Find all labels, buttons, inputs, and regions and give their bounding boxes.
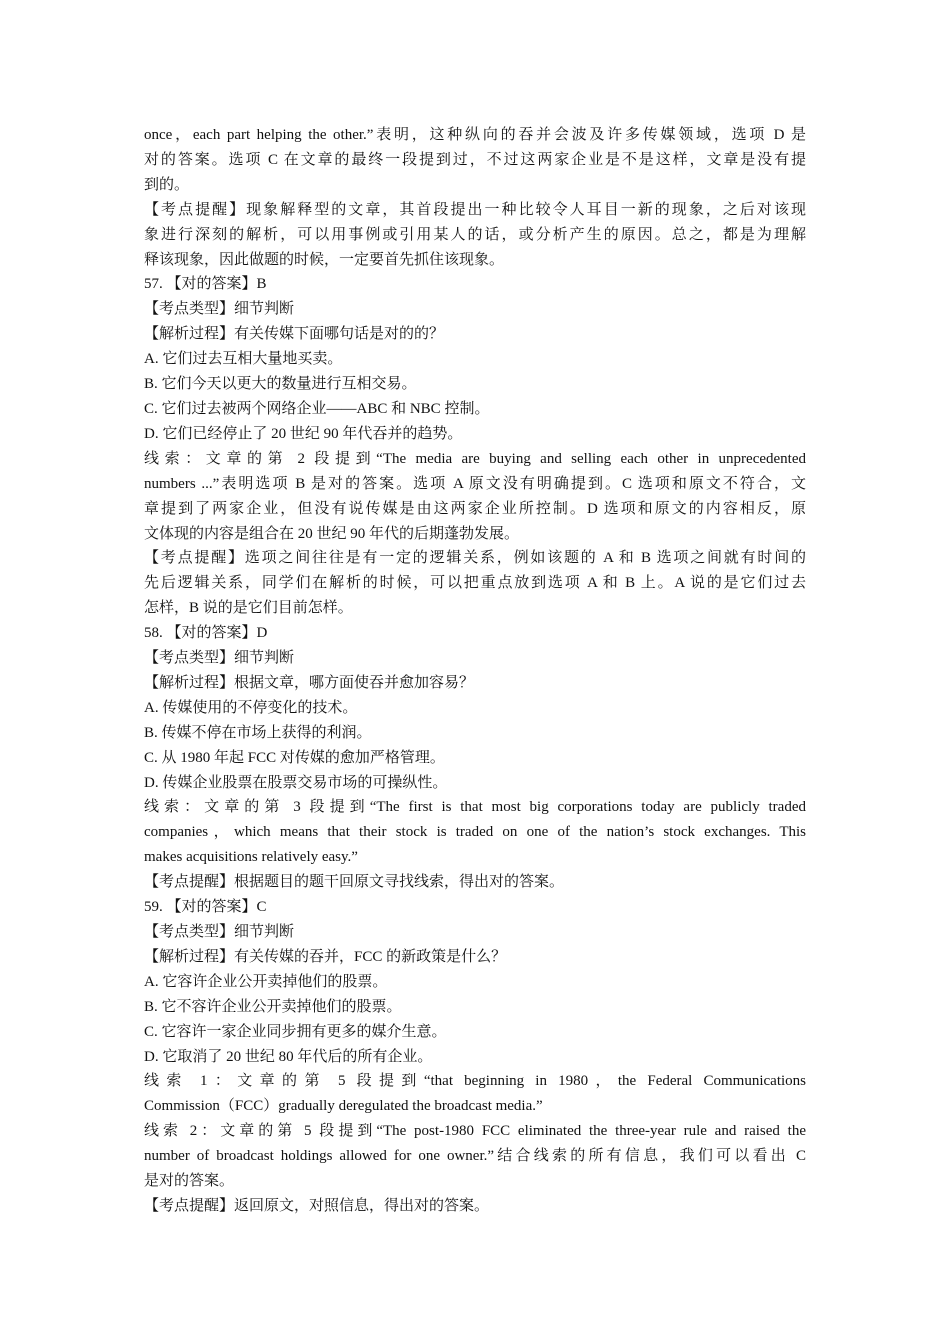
text-line: A. 传媒使用的不停变化的技术。 [144,699,358,716]
document-page [144,123,806,1219]
paragraph [144,945,806,970]
text-line: 【解析过程】有关传媒的吞并，FCC 的新政策是什么？ [144,948,507,965]
text-line: D. 它们已经停止了 20 世纪 90 年代吞并的趋势。 [144,425,463,442]
text-line: B. 它们今天以更大的数量进行互相交易。 [144,376,417,393]
text-line: 象进行深刻的解析，可以用事例或引用某人的话，或分析产生的原因。总之，都是为理解 [144,226,806,243]
text-line: 释该现象，因此做题的时候，一定要首先抓住该现象。 [144,251,505,268]
paragraph [144,721,806,746]
paragraph [144,870,806,895]
paragraph [144,372,806,397]
paragraph [144,920,806,945]
text-line: B. 它不容许企业公开卖掉他们的股票。 [144,998,402,1015]
text-line: 【解析过程】有关传媒下面哪句话是对的的？ [144,326,445,343]
paragraph [144,123,806,198]
paragraph [144,646,806,671]
paragraph [144,198,806,273]
text-line: D. 传媒企业股票在股票交易市场的可操纵性。 [144,774,448,791]
paragraph [144,1069,806,1119]
text-line: A. 它容许企业公开卖掉他们的股票。 [144,973,388,990]
paragraph [144,746,806,771]
text-line: once，each part helping the other.”表明，这种纵向的吞并会波及许多传媒领域，选项 D 是 [144,127,806,143]
paragraph [144,1020,806,1045]
paragraph [144,771,806,796]
text-line: 先后逻辑关系，同学们在解析的时候，可以把重点放到选项 A 和 B 上。A 说的是它们过去 [144,575,806,592]
text-line: C. 它们过去被两个网络企业——ABC 和 NBC 控制。 [144,400,490,417]
paragraph [144,795,806,870]
text-line: 章提到了两家企业，但没有说传媒是由这两家企业所控制。D 选项和原文的内容相反，原 [144,500,806,517]
paragraph [144,895,806,920]
text-line: 【考点提醒】现象解释型的文章，其首段提出一种比较令人耳目一新的现象，之后对该现 [144,201,806,218]
text-line: 到的。 [144,176,190,193]
text-line: C. 从 1980 年起 FCC 对传媒的愈加严格管理。 [144,749,445,766]
paragraph [144,1119,806,1194]
paragraph [144,272,806,297]
text-line: 【考点类型】细节判断 [144,301,295,318]
text-line: numbers ...”表明选项 B 是对的答案。选项 A 原文没有明确提到。C 选项和原文不符合，文 [144,475,806,492]
text-line: Commission（FCC）gradually deregulated the broadcast media.” [144,1098,543,1115]
paragraph [144,1194,806,1219]
text-line: 58. 【对的答案】D [144,625,268,642]
paragraph [144,397,806,422]
text-line: number of broadcast holdings allowed for one owner.”结合线索的所有信息，我们可以看出 C [144,1148,806,1165]
text-line: 59. 【对的答案】C [144,899,267,916]
text-line: 文体现的内容是组合在 20 世纪 90 年代的后期蓬勃发展。 [144,525,520,542]
text-line: 线索 1：文章的第 5 段提到“that beginning in 1980，the Federal Communications [144,1073,806,1090]
paragraph [144,546,806,621]
paragraph [144,297,806,322]
paragraph [144,970,806,995]
text-line: 【考点提醒】选项之间往往是有一定的逻辑关系，例如该题的 A 和 B 选项之间就有时间的 [144,550,806,567]
text-line: 怎样，B 说的是它们目前怎样。 [144,600,353,617]
text-line: 【解析过程】根据文章，哪方面使吞并愈加容易？ [144,674,475,691]
text-line: B. 传媒不停在市场上获得的利润。 [144,724,372,741]
text-line: 对的答案。选项 C 在文章的最终一段提到过，不过这两家企业是不是这样，文章是没有提 [144,151,806,168]
paragraph [144,347,806,372]
text-line: 是对的答案。 [144,1173,235,1190]
text-line: makes acquisitions relatively easy.” [144,849,358,866]
paragraph [144,422,806,447]
paragraph [144,447,806,547]
paragraph [144,671,806,696]
paragraph [144,696,806,721]
paragraph [144,621,806,646]
paragraph [144,995,806,1020]
text-line: 线索 2：文章的第 5 段提到“The post-1980 FCC eliminated the three-year rule and raised the [144,1123,806,1140]
text-line: 【考点提醒】根据题目的题干回原文寻找线索，得出对的答案。 [144,874,565,891]
paragraph [144,1045,806,1070]
text-line: 【考点提醒】返回原文，对照信息，得出对的答案。 [144,1197,490,1214]
text-line: companies，which means that their stock is traded on one of the nation’s stock exchanges. This [144,824,806,841]
text-line: 【考点类型】细节判断 [144,924,295,940]
text-line: 【考点类型】细节判断 [144,650,295,667]
text-line: D. 它取消了 20 世纪 80 年代后的所有企业。 [144,1048,433,1065]
paragraph [144,322,806,347]
text-line: 线索：文章的第 3 段提到“The first is that most big corporations today are publicly traded [144,799,806,816]
text-line: C. 它容许一家企业同步拥有更多的媒介生意。 [144,1023,447,1040]
text-line: 线索：文章的第 2 段提到“The media are buying and selling each other in unprecedented [144,450,806,467]
text-line: A. 它们过去互相大量地买卖。 [144,351,343,368]
text-line: 57. 【对的答案】B [144,276,267,293]
